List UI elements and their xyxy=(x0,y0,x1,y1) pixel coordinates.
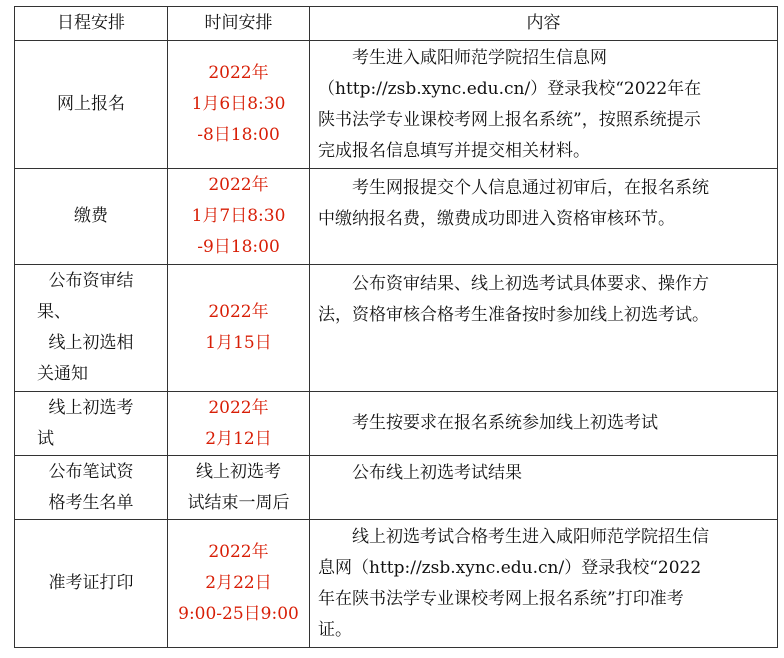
content-line: 证。 xyxy=(318,619,352,640)
content-line: 陕书法学专业课校考网上报名系统”，按照系统提示 xyxy=(318,109,701,130)
header-time: 时间安排 xyxy=(168,7,310,41)
schedule-line: 线上初选相 xyxy=(48,333,134,353)
time-line: -9日18:00 xyxy=(197,237,280,257)
time-line: 1月15日 xyxy=(205,333,272,353)
time-line: 9:00-25日9:00 xyxy=(178,604,299,624)
content-line: （http://zsb.xync.edu.cn/）登录我校“2022年在 xyxy=(318,78,702,99)
time-line: 1月6日8:30 xyxy=(191,94,286,114)
table-row-written-exam-list xyxy=(15,456,778,520)
schedule-line: 公布资审结 xyxy=(48,271,134,291)
content-cell xyxy=(310,41,778,169)
content-cell xyxy=(310,456,778,520)
time-cell xyxy=(168,169,310,265)
schedule-cell xyxy=(15,520,168,648)
content-line: 考生网报提交个人信息通过初审后，在报名系统 xyxy=(352,178,709,198)
schedule-line: 网上报名 xyxy=(57,94,125,114)
content-cell xyxy=(310,520,778,648)
table-row-qualification-results xyxy=(15,265,778,392)
time-line: 2022年 xyxy=(208,63,269,83)
schedule-line: 试 xyxy=(37,428,54,449)
time-cell xyxy=(168,520,310,648)
time-line: 2022年 xyxy=(208,542,269,562)
schedule-cell xyxy=(15,41,168,169)
time-line: 1月7日8:30 xyxy=(191,206,286,226)
table-header-row xyxy=(15,7,778,41)
content-line: 考生进入咸阳师范学院招生信息网 xyxy=(352,47,607,68)
table-row-admission-ticket xyxy=(15,520,778,648)
table-row-online-registration xyxy=(15,41,778,169)
table-row-payment xyxy=(15,169,778,265)
content-line: 年在陕书法学专业课校考网上报名系统”打印准考 xyxy=(318,588,684,609)
header-content: 内容 xyxy=(310,7,778,41)
content-line: 线上初选考试合格考生进入咸阳师范学院招生信 xyxy=(352,526,709,547)
time-line: 2月12日 xyxy=(205,428,272,449)
time-line: 试结束一周后 xyxy=(187,492,290,513)
content-line: 中缴纳报名费，缴费成功即进入资格审核环节。 xyxy=(318,209,675,229)
schedule-cell xyxy=(15,456,168,520)
schedule-line: 线上初选考 xyxy=(48,397,134,418)
content-cell xyxy=(310,392,778,456)
time-line: 2022年 xyxy=(208,175,269,195)
schedule-cell xyxy=(15,169,168,265)
time-line: 2月22日 xyxy=(205,573,272,593)
schedule-line: 果、 xyxy=(37,302,71,322)
time-line: 线上初选考 xyxy=(196,461,281,482)
content-line: 法，资格审核合格考生准备按时参加线上初选考试。 xyxy=(318,305,709,325)
schedule-line: 公布笔试资 xyxy=(48,461,134,482)
time-cell xyxy=(168,392,310,456)
time-line: 2022年 xyxy=(208,397,269,418)
content-line: 公布线上初选考试结果 xyxy=(352,463,522,483)
content-line: 公布资审结果、线上初选考试具体要求、操作方 xyxy=(352,274,709,294)
time-cell xyxy=(168,456,310,520)
time-line: 2022年 xyxy=(208,302,269,322)
schedule-table xyxy=(14,6,778,648)
schedule-line: 关通知 xyxy=(37,364,88,384)
content-line: 考生按要求在报名系统参加线上初选考试 xyxy=(352,413,658,433)
time-line: -8日18:00 xyxy=(197,125,280,145)
header-schedule: 日程安排 xyxy=(15,7,168,41)
schedule-line: 准考证打印 xyxy=(48,573,134,593)
content-cell xyxy=(310,169,778,265)
schedule-line: 缴费 xyxy=(74,206,108,226)
content-cell xyxy=(310,265,778,392)
content-line: 完成报名信息填写并提交相关材料。 xyxy=(318,140,590,161)
schedule-cell xyxy=(15,265,168,392)
content-line: 息网（http://zsb.xync.edu.cn/）登录我校“2022 xyxy=(318,557,702,578)
time-cell xyxy=(168,41,310,169)
schedule-line: 格考生名单 xyxy=(48,492,134,513)
time-cell xyxy=(168,265,310,392)
schedule-cell xyxy=(15,392,168,456)
table-row-online-exam xyxy=(15,392,778,456)
